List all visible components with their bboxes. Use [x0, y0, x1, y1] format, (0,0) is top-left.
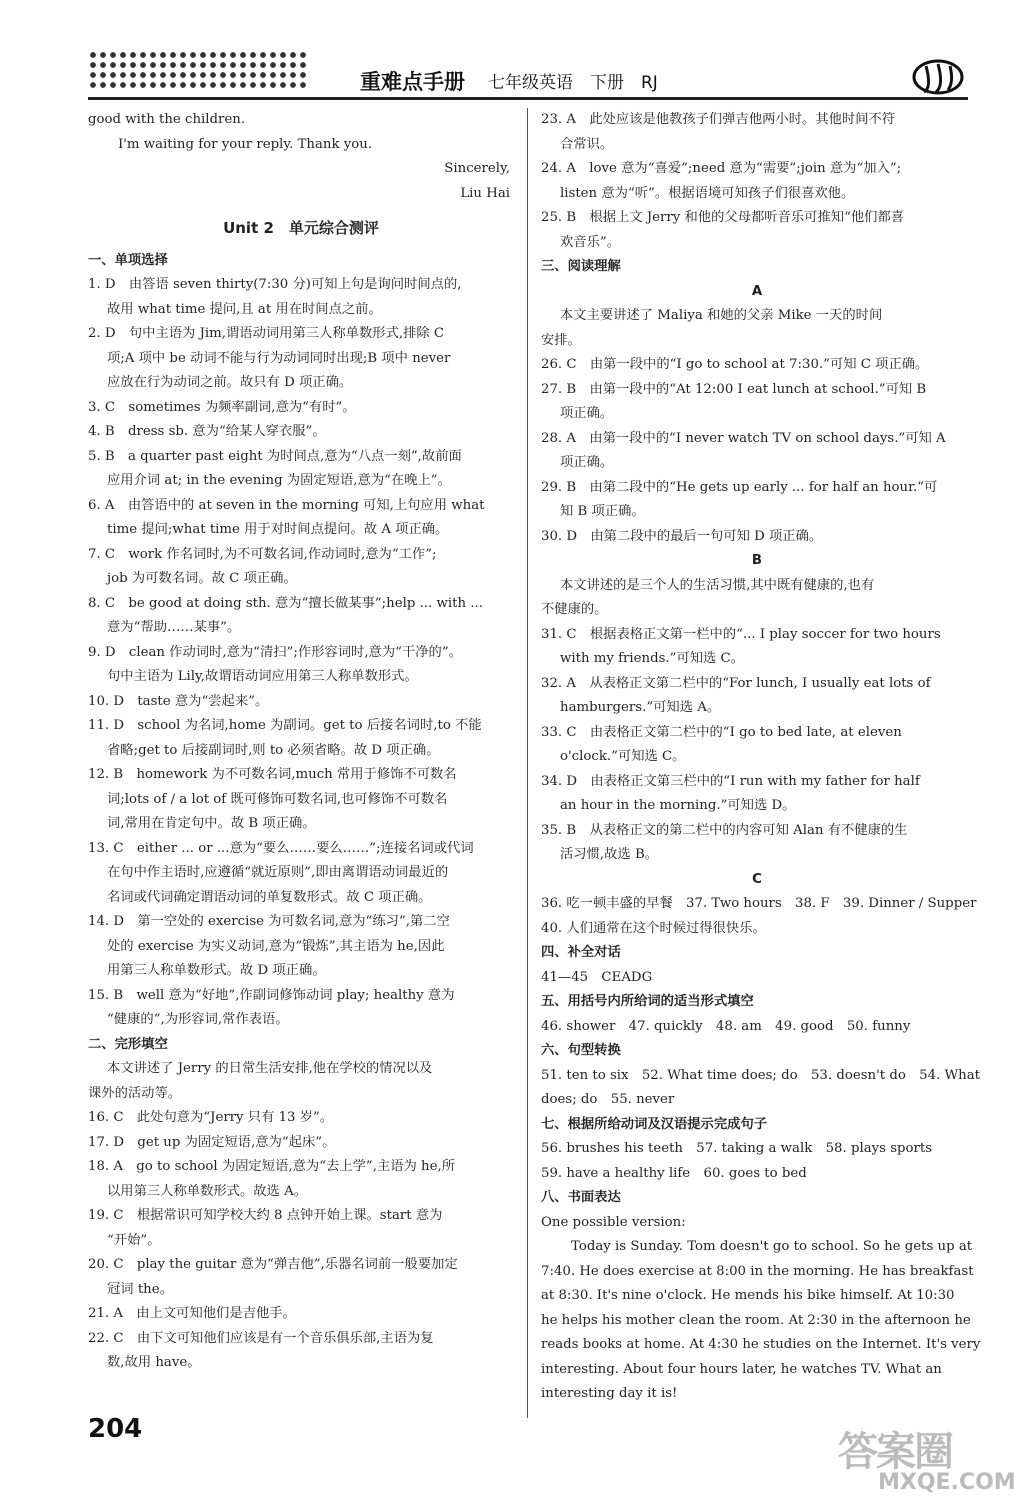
answer-item: an hour in the morning.”可知选 D。 — [560, 798, 796, 813]
section-heading: 六、句型转换 — [541, 1043, 621, 1058]
section-heading: 五、用括号内所给词的适当形式填空 — [541, 994, 754, 1009]
answer-item: 20. C play the guitar 意为“弹吉他”,乐器名词前一般要加定 — [88, 1257, 458, 1272]
answer-item: 21. A 由上文可知他们是吉他手。 — [88, 1306, 296, 1321]
answer-item: 4. B dress sb. 意为“给某人穿衣服”。 — [88, 424, 326, 439]
answer-item: 28. A 由第一段中的“I never watch TV on school days.”可知 A — [541, 430, 946, 446]
answer-item: 用第三人称单数形式。故 D 项正确。 — [107, 963, 326, 978]
answer-item: 数,故用 have。 — [107, 1355, 201, 1370]
page-header — [0, 0, 1000, 100]
section-heading: 二、完形填空 — [88, 1036, 168, 1052]
answer-item: 3. C sometimes 为频率副词,意为“有时”。 — [88, 399, 356, 415]
section-intro: 本文主要讲述了 Maliya 和她的父亲 Mike 一天的时间 — [560, 308, 883, 323]
answer-item: 项正确。 — [560, 406, 614, 421]
answer-item: 33. C 由表格正文第二栏中的“I go to bed late, at eleven — [541, 724, 902, 740]
answer-item: 词,常用在肯定句中。故 B 项正确。 — [107, 816, 316, 831]
answer-item: 意为“帮助……某事”。 — [107, 620, 241, 635]
answer-item: 1. D 由答语 seven thirty(7:30 分)可知上句是询问时间点的, — [88, 277, 462, 292]
answer-item: 23. A 此处应该是他教孩子们弹吉他两小时。其他时间不符 — [541, 112, 896, 127]
answer-item: hamburgers.”可知选 A。 — [560, 700, 721, 715]
answer-item: 10. D taste 意为“尝起来”。 — [88, 693, 269, 709]
section-heading: 四、补全对话 — [541, 945, 621, 960]
answer-item: 2. D 句中主语为 Jim,谓语动词用第三人称单数形式,排除 C — [88, 326, 445, 341]
watermark-logo: 答案圈 — [838, 1429, 952, 1475]
answer-item: 36. 吃一顿丰盛的早餐 37. Two hours 38. F 39. Dinner / Supper — [541, 896, 977, 911]
answer-item: 31. C 根据表格正文第一栏中的“... I play soccer for two hours — [541, 626, 941, 642]
publisher-logo-icon — [912, 58, 964, 96]
answer-item: 19. C 根据常识可知学校大约 8 点钟开始上课。start 意为 — [88, 1208, 443, 1223]
answer-item: 冠词 the。 — [107, 1281, 173, 1297]
unit-title: Unit 2 单元综合测评 — [223, 219, 379, 237]
essay-intro: One possible version: — [541, 1214, 686, 1230]
letter-line: I'm waiting for your reply. Thank you. — [118, 136, 373, 152]
answer-item: time 提问;what time 用于对时间点提问。故 A 项正确。 — [107, 522, 449, 537]
answer-item: 59. have a healthy life 60. goes to bed — [541, 1165, 807, 1181]
answer-item: 12. B homework 为不可数名词,much 常用于修饰不可数名 — [88, 767, 457, 782]
book-title: 重难点手册 — [360, 70, 465, 94]
section-intro: 本文讲述了 Jerry 的日常生活安排,他在学校的情况以及 — [107, 1061, 433, 1076]
answer-item: 35. B 从表格正文的第二栏中的内容可知 Alan 有不健康的生 — [541, 822, 908, 838]
answer-item: 11. D school 为名词,home 为副词。get to 后接名词时,to 不能 — [88, 718, 482, 733]
letter-closing: Sincerely, — [444, 161, 510, 176]
answer-item: 句中主语为 Lily,故谓语动词应用第三人称单数形式。 — [107, 669, 418, 684]
answer-item: 13. C either ... or ...意为“要么……要么……”;连接名词或代词 — [88, 840, 474, 856]
answer-item: 5. B a quarter past eight 为时间点,意为“八点一刻”,故前面 — [88, 448, 462, 464]
answer-item: 故用 what time 提问,且 at 用在时间点之前。 — [107, 301, 382, 317]
answer-item: 15. B well 意为“好地”,作副词修饰动词 play; healthy 意为 — [88, 987, 455, 1003]
left-column — [88, 108, 514, 1376]
answer-item: 18. A go to school 为固定短语,意为“去上学”,主语为 he,所 — [88, 1159, 456, 1174]
answer-item: 34. D 由表格正文第三栏中的“I run with my father for half — [541, 773, 920, 789]
essay-line: 7:40. He does exercise at 8:00 in the morning. He has breakfast — [541, 1263, 974, 1279]
answer-item: 知 B 项正确。 — [560, 504, 645, 519]
answer-item: 16. C 此处句意为“Jerry 只有 13 岁”。 — [88, 1110, 334, 1125]
answer-item: 7. C work 作名词时,为不可数名词,作动词时,意为“工作”; — [88, 546, 437, 562]
section-heading: 八、书面表达 — [541, 1190, 621, 1205]
answer-item: 32. A 从表格正文第二栏中的“For lunch, I usually eat lots of — [541, 675, 931, 691]
answer-item: 41—45 CEADG — [541, 969, 653, 985]
answer-item: 26. C 由第一段中的“I go to school at 7:30.”可知 C 项正确。 — [541, 357, 929, 372]
section-heading: 七、根据所给动词及汉语提示完成句子 — [541, 1116, 768, 1132]
answer-item: 合常识。 — [560, 136, 614, 152]
column-divider — [527, 108, 528, 1418]
answer-item: o'clock.”可知选 C。 — [560, 749, 686, 764]
section-heading: 三、阅读理解 — [541, 259, 621, 274]
answer-item: 9. D clean 作动词时,意为“清扫”;作形容词时,意为“干净的”。 — [88, 644, 462, 660]
page-number: 204 — [88, 1414, 143, 1444]
essay-line: Today is Sunday. Tom doesn't go to school. So he gets up at — [571, 1239, 973, 1254]
answer-item: 24. A love 意为“喜爱”;need 意为“需要”;join 意为“加入”; — [541, 161, 902, 176]
answer-item: 17. D get up 为固定短语,意为“起床”。 — [88, 1134, 336, 1150]
answer-item: 处的 exercise 为实义动词,意为“锻炼”,其主语为 he,因此 — [107, 938, 445, 954]
section-intro: 本文讲述的是三个人的生活习惯,其中既有健康的,也有 — [560, 577, 875, 593]
essay-line: he helps his mother clean the room. At 2:30 in the afternoon he — [541, 1312, 971, 1328]
answer-item: 省略;get to 后接副词时,则 to 必须省略。故 D 项正确。 — [107, 742, 440, 758]
essay-line: interesting day it is! — [541, 1386, 678, 1401]
part-label: A — [751, 283, 763, 299]
answer-item: 40. 人们通常在这个时候过得很快乐。 — [541, 920, 766, 936]
answer-item: 14. D 第一空处的 exercise 为可数名词,意为“练习”,第二空 — [88, 914, 450, 929]
letter-signature: Liu Hai — [460, 185, 510, 201]
answer-item: “开始”。 — [107, 1232, 161, 1248]
answer-item: 29. B 由第二段中的“He gets up early ... for half an hour.”可 — [541, 479, 938, 495]
answer-item: 22. C 由下文可知他们应该是有一个音乐俱乐部,主语为复 — [88, 1330, 434, 1346]
right-column — [541, 108, 981, 1407]
answer-item: 以用第三人称单数形式。故选 A。 — [107, 1183, 307, 1199]
letter-line: good with the children. — [88, 112, 246, 127]
answer-item: does; do 55. never — [541, 1092, 675, 1107]
answer-item: 名词或代词确定谓语动词的单复数形式。故 C 项正确。 — [107, 889, 432, 905]
answer-item: 6. A 由答语中的 at seven in the morning 可知,上句应用 what — [88, 497, 485, 513]
answer-item: 词;lots of / a lot of 既可修饰可数名词,也可修饰不可数名 — [107, 791, 448, 807]
section-heading: 一、单项选择 — [88, 252, 168, 268]
answer-item: 在句中作主语时,应遵循“就近原则”,即由离谓语动词最近的 — [107, 865, 449, 880]
answer-item: 56. brushes his teeth 57. taking a walk 58. plays sports — [541, 1141, 933, 1156]
answer-item: 30. D 由第二段中的最后一句可知 D 项正确。 — [541, 528, 823, 544]
answer-item: with my friends.”可知选 C。 — [560, 651, 745, 666]
essay-line: interesting. About four hours later, he watches TV. What an — [541, 1361, 942, 1377]
answer-item: 46. shower 47. quickly 48. am 49. good 50. funny — [541, 1018, 911, 1034]
answer-item: listen 意为“听”。根据语境可知孩子们很喜欢他。 — [560, 185, 855, 201]
watermark-url: MXQE.COM — [878, 1470, 1016, 1495]
answer-item: “健康的”,为形容词,常作表语。 — [107, 1012, 289, 1027]
answer-item: 欢音乐”。 — [560, 234, 620, 250]
answer-item: 应放在行为动词之前。故只有 D 项正确。 — [107, 375, 353, 390]
essay-line: at 8:30. It's nine o'clock. He mends his bike himself. At 10:30 — [541, 1288, 955, 1303]
answer-item: 8. C be good at doing sth. 意为“擅长做某事”;help ... with ... — [88, 595, 483, 611]
section-intro: 安排。 — [541, 332, 581, 348]
answer-item: 25. B 根据上文 Jerry 和他的父母都听音乐可推知“他们都喜 — [541, 210, 905, 225]
book-subtitle: 七年级英语 下册 RJ — [488, 73, 658, 93]
answer-item: 活习惯,故选 B。 — [560, 847, 659, 862]
essay-line: reads books at home. At 4:30 he studies on the Internet. It's very — [541, 1337, 981, 1352]
answer-item: job 为可数名词。故 C 项正确。 — [107, 571, 297, 586]
part-label: B — [751, 553, 763, 568]
section-intro: 课外的活动等。 — [88, 1085, 182, 1101]
header-rule — [88, 97, 968, 100]
answer-item: 应用介词 at; in the evening 为固定短语,意为“在晚上”。 — [107, 473, 451, 488]
answer-item: 27. B 由第一段中的“At 12:00 I eat lunch at school.”可知 B — [541, 381, 927, 397]
section-intro: 不健康的。 — [541, 602, 608, 617]
answer-item: 项正确。 — [560, 455, 614, 470]
part-label: C — [752, 871, 762, 887]
decorative-dot-grid — [88, 50, 310, 92]
answer-item: 项;A 项中 be 动词不能与行为动词同时出现;B 项中 never — [107, 350, 451, 366]
answer-item: 51. ten to six 52. What time does; do 53. doesn't do 54. What — [541, 1067, 981, 1083]
